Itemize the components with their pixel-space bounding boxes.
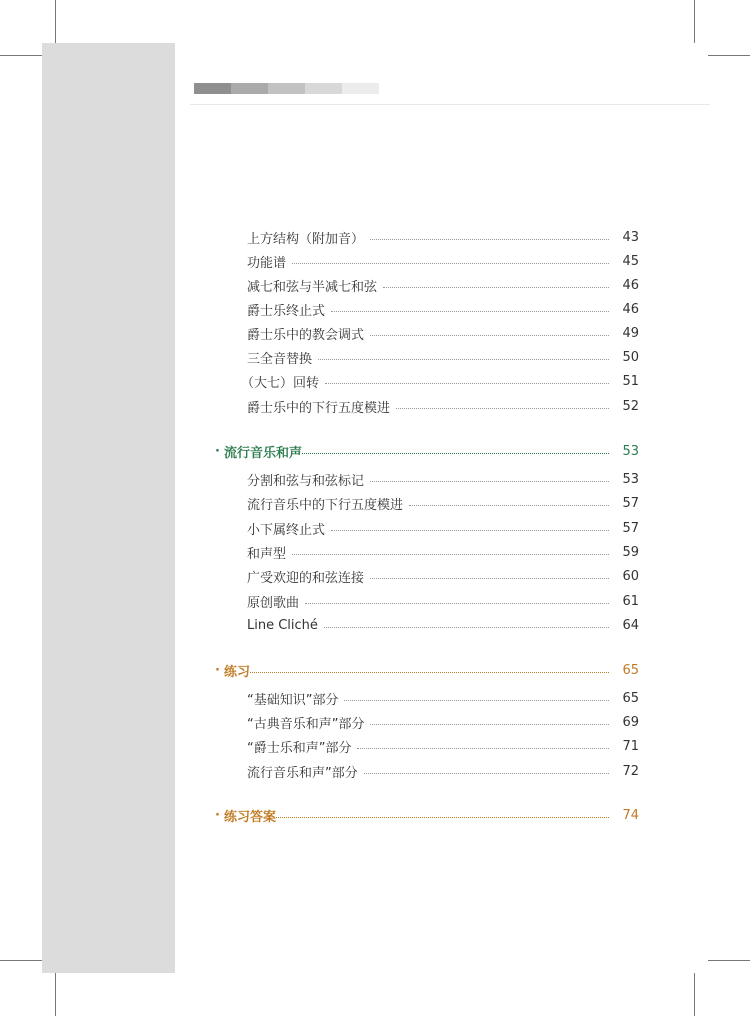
toc-entry-page: 50 [622, 349, 639, 365]
toc-entry-page: 53 [622, 471, 639, 487]
section-bullet: · [215, 807, 220, 823]
toc-section-practice[interactable] [215, 660, 639, 680]
toc-entry-label: 爵士乐中的教会调式 [247, 327, 365, 343]
toc-entry-page: 52 [622, 398, 639, 414]
toc-entry-page: 64 [622, 617, 639, 633]
toc-entry[interactable] [247, 591, 639, 611]
toc-entry[interactable] [247, 542, 639, 562]
toc-entry-page: 46 [622, 301, 639, 317]
toc-entry-label: 分割和弦与和弦标记 [247, 473, 365, 489]
dot-leader [324, 626, 609, 628]
toc-entry[interactable] [241, 371, 639, 391]
toc-entry[interactable] [247, 761, 639, 781]
toc-entry-page: 51 [622, 373, 639, 389]
toc-entry-page: 49 [622, 325, 639, 341]
toc-entry[interactable] [247, 227, 639, 247]
dot-leader [292, 262, 609, 264]
dot-leader [302, 452, 609, 454]
toc-entry-page: 65 [622, 690, 639, 706]
toc-entry-label: 功能谱 [247, 255, 287, 271]
dot-leader [370, 577, 609, 579]
toc-entry-page: 57 [622, 520, 639, 536]
toc-section-label: 流行音乐和声 [223, 445, 302, 461]
dot-leader [370, 238, 609, 240]
dot-leader [318, 358, 609, 360]
toc-entry[interactable] [247, 396, 639, 416]
toc-entry-label: 爵士乐终止式 [247, 303, 326, 319]
toc-entry-page: 69 [622, 714, 639, 730]
toc-entry-label: Line Cliché [247, 617, 318, 633]
dot-leader [370, 334, 609, 336]
dot-leader [370, 723, 609, 725]
toc-entry[interactable] [247, 712, 639, 732]
toc-section-label: 练习 [223, 664, 250, 680]
toc-entry-label: “爵士乐和声”部分 [247, 740, 352, 756]
toc-entry-label: 上方结构（附加音） [247, 231, 365, 247]
dot-leader [409, 504, 609, 506]
toc-entry-page: 60 [622, 568, 639, 584]
toc-entry-label: 爵士乐中的下行五度模进 [247, 400, 391, 416]
dot-leader [250, 671, 609, 673]
toc-entry[interactable] [247, 469, 639, 489]
toc-entry-label: 三全音替换 [247, 351, 313, 367]
dot-leader [331, 310, 609, 312]
toc-entry-page: 46 [622, 277, 639, 293]
toc-entry-label: （大七）回转 [241, 375, 320, 391]
dot-leader [383, 286, 609, 288]
toc-entry-label: 和声型 [247, 546, 287, 562]
toc-section-answers[interactable] [215, 805, 639, 825]
toc-entry-label: 原创歌曲 [247, 595, 300, 611]
toc-entry-label: 流行音乐和声”部分 [247, 765, 358, 781]
dot-leader [396, 407, 609, 409]
dot-leader [276, 816, 609, 818]
dot-leader [370, 480, 609, 482]
toc-entry-label: “古典音乐和声”部分 [247, 716, 365, 732]
dot-leader [325, 382, 609, 384]
toc-entry-page: 61 [622, 593, 639, 609]
toc-section-page: 53 [622, 443, 639, 459]
toc-section-label: 练习答案 [223, 809, 276, 825]
toc-entry[interactable] [247, 688, 639, 708]
section-bullet: · [215, 443, 220, 459]
toc-entry[interactable] [247, 518, 639, 538]
toc-entry[interactable] [247, 615, 639, 635]
toc-entry-page: 59 [622, 544, 639, 560]
dot-leader [357, 747, 609, 749]
toc-section-page: 65 [622, 662, 639, 678]
toc-entry-page: 71 [622, 738, 639, 754]
toc-entry[interactable] [247, 323, 639, 343]
toc-entry[interactable] [247, 736, 639, 756]
toc-entry[interactable] [247, 251, 639, 271]
toc-entry-page: 72 [622, 763, 639, 779]
toc-entry[interactable] [247, 275, 639, 295]
toc-entry[interactable] [247, 493, 639, 513]
toc-entry-page: 57 [622, 495, 639, 511]
section-bullet: · [215, 662, 220, 678]
toc-section-page: 74 [622, 807, 639, 823]
dot-leader [331, 529, 609, 531]
toc-section-pop-music[interactable] [215, 441, 639, 461]
toc-entry[interactable] [247, 566, 639, 586]
toc-entry-label: “基础知识”部分 [247, 692, 339, 708]
dot-leader [305, 602, 609, 604]
toc-entry-label: 流行音乐中的下行五度模进 [247, 497, 404, 513]
dot-leader [364, 772, 609, 774]
toc-entry[interactable] [247, 347, 639, 367]
toc-entry-page: 45 [622, 253, 639, 269]
dot-leader [344, 699, 609, 701]
toc-entry-label: 广受欢迎的和弦连接 [247, 570, 365, 586]
toc-entry-page: 43 [622, 229, 639, 245]
toc-entry[interactable] [247, 299, 639, 319]
toc-entry-label: 减七和弦与半减七和弦 [247, 279, 378, 295]
toc-entry-label: 小下属终止式 [247, 522, 326, 538]
dot-leader [292, 553, 609, 555]
